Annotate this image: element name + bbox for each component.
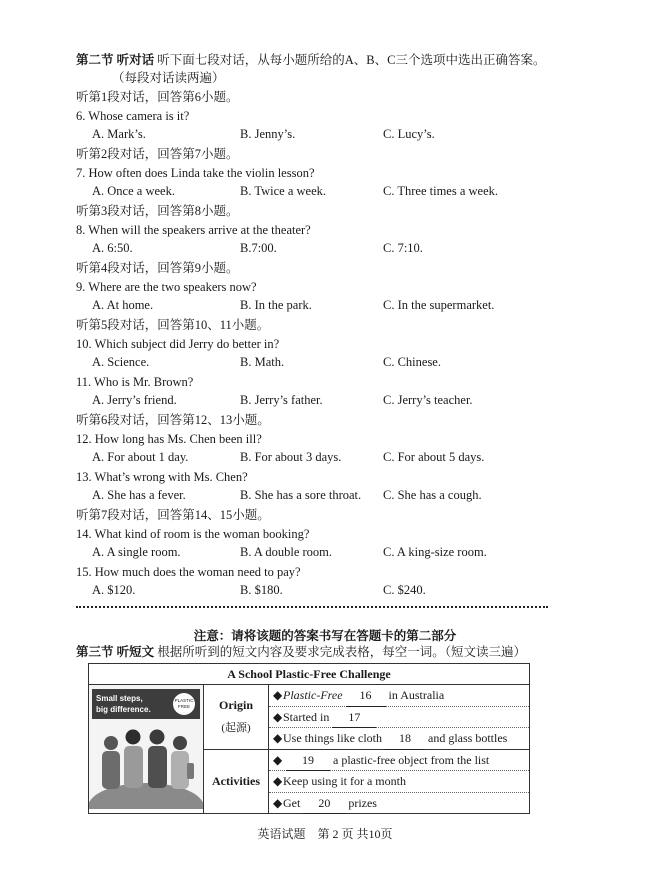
question-text: 10. Which subject did Jerry do better in?	[76, 337, 280, 351]
option-c: C. Jerry’s teacher.	[383, 393, 473, 407]
section3-header	[76, 644, 526, 660]
option-c: C. Three times a week.	[383, 184, 499, 198]
poster-image	[89, 685, 204, 814]
option-b: B. $180.	[240, 583, 283, 597]
question-text: 13. What’s wrong with Ms. Chen?	[76, 470, 248, 484]
origin-sublabel: (起源)	[221, 722, 251, 735]
activity-row-20: ◆Get 20 prizes	[269, 792, 529, 814]
option-c: C. In the supermarket.	[383, 298, 495, 312]
option-c: C. For about 5 days.	[383, 450, 485, 464]
option-b: B. Math.	[240, 355, 285, 369]
question-text: 8. When will the speakers arrive at the theater?	[76, 223, 311, 237]
poster-line2: big difference.	[96, 705, 151, 714]
option-a: A. For about 1 day.	[92, 450, 189, 464]
dialog-intro: 听第4段对话，回答第9小题。	[76, 261, 239, 275]
blank-20: 20	[303, 793, 345, 815]
option-a: A. Once a week.	[92, 184, 175, 198]
table-title: A School Plastic-Free Challenge	[89, 664, 530, 685]
origin-text: in Australia	[388, 688, 445, 702]
question-text: 7. How often does Linda take the violin lesson?	[76, 166, 315, 180]
origin-items	[269, 685, 530, 750]
question-text: 15. How much does the woman need to pay?	[76, 565, 301, 579]
option-c: C. 7:10.	[383, 241, 423, 255]
option-a: A. 6:50.	[92, 241, 133, 255]
option-a: A. Mark’s.	[92, 127, 146, 141]
option-a: A. Jerry’s friend.	[92, 393, 177, 407]
activities-label-cell	[204, 749, 269, 814]
option-a: A. She has a fever.	[92, 488, 186, 502]
section2-instruction: 听下面七段对话，从每小题所给的A、B、C三个选项中选出正确答案。	[154, 53, 546, 67]
section3-instruction: 根据所听到的短文内容及要求完成表格，每空一词。（短文读三遍）	[154, 645, 527, 659]
activity-row-19: ◆ 19 a plastic-free object from the list	[269, 750, 529, 771]
dialog-intro: 听第3段对话，回答第8小题。	[76, 204, 239, 218]
question-text: 12. How long has Ms. Chen been ill?	[76, 432, 262, 446]
question-text: 9. Where are the two speakers now?	[76, 280, 257, 294]
option-b: B. She has a sore throat.	[240, 488, 362, 502]
dialog-intro: 听第2段对话，回答第7小题。	[76, 147, 239, 161]
page-footer: 英语试题 第 2 页 共10页	[257, 827, 393, 841]
option-b: B. Jenny’s.	[240, 127, 296, 141]
option-b: B. In the park.	[240, 298, 312, 312]
option-a: A. A single room.	[92, 545, 181, 559]
activity-text: a plastic-free object from the list	[333, 752, 490, 767]
option-b: B. Jerry’s father.	[240, 393, 323, 407]
option-c: C. $240.	[383, 583, 426, 597]
blank-17: 17	[332, 707, 376, 729]
activity-row-keep: ◆Keep using it for a month	[269, 770, 529, 792]
option-a: A. Science.	[92, 355, 150, 369]
option-b: B. For about 3 days.	[240, 450, 342, 464]
dialog-intro: 听第6段对话，回答第12、13小题。	[76, 413, 270, 427]
blank-16: 16	[346, 685, 386, 707]
badge-line1: PLASTIC	[174, 698, 194, 703]
activity-text: prizes	[348, 795, 377, 810]
activity-text: Keep using it for a month	[283, 774, 406, 788]
blank-19: 19	[286, 750, 330, 772]
origin-text: Use things like cloth	[283, 731, 382, 745]
question-text: 6. Whose camera is it?	[76, 109, 190, 123]
activity-text: Get	[283, 795, 301, 810]
badge-line2: FREE	[177, 704, 191, 709]
activity-items	[269, 749, 530, 814]
option-c: C. Chinese.	[383, 355, 441, 369]
blank-18: 18	[385, 728, 425, 750]
option-b: B.7:00.	[240, 241, 277, 255]
origin-text: Plastic-Free	[283, 688, 343, 702]
poster-illustration	[89, 685, 203, 809]
option-c: C. Lucy’s.	[383, 127, 435, 141]
section2-title: 第二节 听对话	[76, 53, 155, 67]
option-b: B. A double room.	[240, 545, 333, 559]
challenge-table	[88, 663, 530, 814]
section2-header	[76, 52, 545, 68]
dotted-divider	[76, 606, 548, 608]
answer-sheet-notice: 注意：请将该题的答案书写在答题卡的第二部分	[193, 629, 457, 643]
question-text: 11. Who is Mr. Brown?	[76, 375, 194, 389]
origin-label: Origin	[218, 698, 253, 713]
dialog-intro: 听第1段对话，回答第6小题。	[76, 90, 239, 104]
origin-label-cell	[204, 685, 269, 750]
origin-row-16: ◆Plastic-Free 16 in Australia	[269, 685, 529, 706]
option-c: C. A king-size room.	[383, 545, 487, 559]
section3-title: 第三节 听短文	[76, 645, 155, 659]
option-c: C. She has a cough.	[383, 488, 482, 502]
origin-text: and glass bottles	[428, 731, 508, 745]
option-b: B. Twice a week.	[240, 184, 327, 198]
section2-note: （每段对话读两遍）	[112, 71, 225, 85]
origin-text: Started in	[283, 709, 330, 724]
activities-label: Activities	[212, 773, 260, 788]
origin-row-17: ◆Started in 17	[269, 706, 529, 728]
dialog-intro: 听第5段对话，回答第10、11小题。	[76, 318, 270, 332]
question-text: 14. What kind of room is the woman booking?	[76, 527, 310, 541]
origin-row-18: ◆Use things like cloth 18 and glass bottles	[269, 727, 529, 749]
option-a: A. At home.	[92, 298, 154, 312]
poster-line1: Small steps,	[96, 694, 143, 703]
option-a: A. $120.	[92, 583, 136, 597]
dialog-intro: 听第7段对话，回答第14、15小题。	[76, 508, 270, 522]
